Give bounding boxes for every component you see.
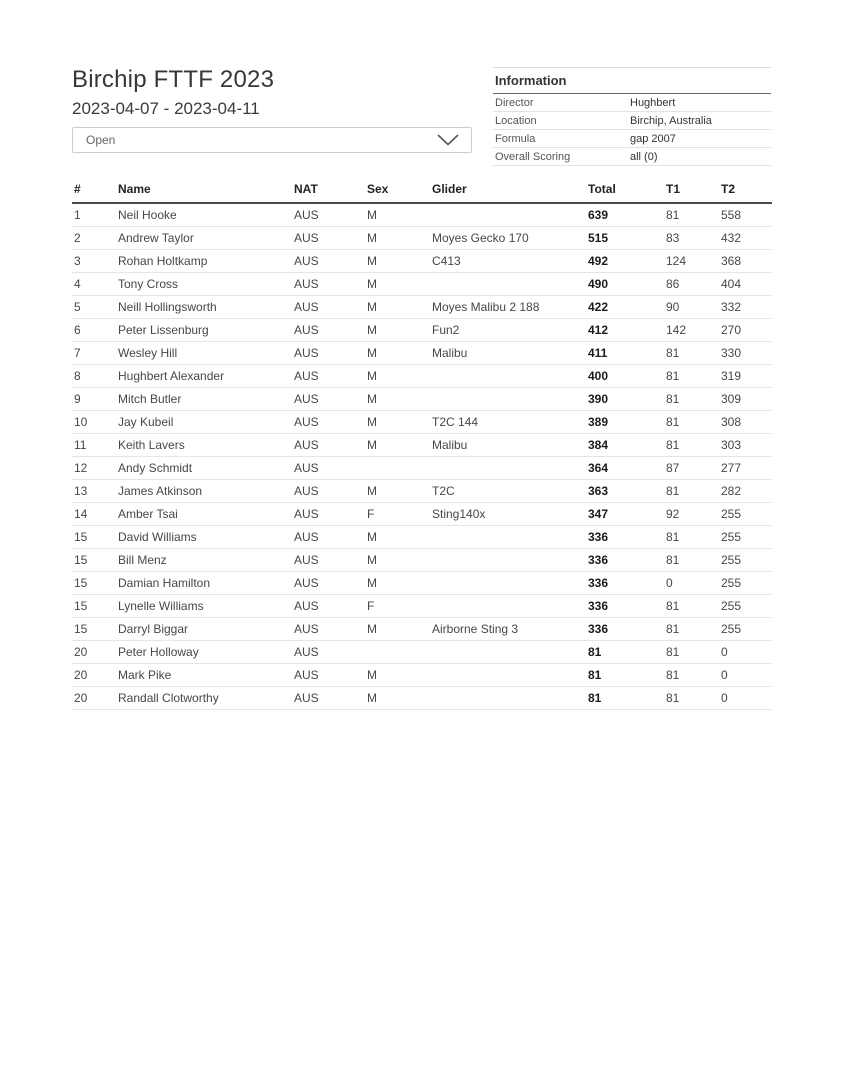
- info-label: Formula: [495, 133, 536, 145]
- cell-rank: 20: [72, 687, 116, 710]
- cell-total: 411: [586, 342, 664, 365]
- cell-sex: M: [365, 319, 430, 342]
- column-header-nat: NAT: [292, 179, 365, 203]
- cell-rank: 7: [72, 342, 116, 365]
- cell-t2: 255: [719, 526, 772, 549]
- info-value: Hughbert: [630, 97, 676, 109]
- table-row: [72, 664, 772, 687]
- cell-name: Neil Hooke: [116, 203, 292, 227]
- info-label: Overall Scoring: [495, 151, 571, 163]
- cell-t1: 86: [664, 273, 719, 296]
- cell-glider: Malibu: [430, 434, 586, 457]
- cell-t2: 255: [719, 549, 772, 572]
- cell-t1: 90: [664, 296, 719, 319]
- cell-nat: AUS: [292, 227, 365, 250]
- table-row: [72, 480, 772, 503]
- cell-rank: 15: [72, 572, 116, 595]
- info-label: Location: [495, 115, 537, 127]
- cell-rank: 13: [72, 480, 116, 503]
- cell-glider: [430, 203, 586, 227]
- cell-rank: 15: [72, 595, 116, 618]
- cell-sex: M: [365, 296, 430, 319]
- cell-sex: M: [365, 203, 430, 227]
- column-header-t2: T2: [719, 179, 772, 203]
- table-row: [72, 203, 772, 227]
- cell-rank: 6: [72, 319, 116, 342]
- cell-rank: 5: [72, 296, 116, 319]
- cell-rank: 2: [72, 227, 116, 250]
- cell-sex: M: [365, 365, 430, 388]
- table-row: [72, 549, 772, 572]
- cell-glider: [430, 526, 586, 549]
- cell-t2: 308: [719, 411, 772, 434]
- cell-sex: M: [365, 618, 430, 641]
- cell-name: David Williams: [116, 526, 292, 549]
- info-row: [493, 148, 771, 166]
- cell-t1: 81: [664, 687, 719, 710]
- table-row: [72, 687, 772, 710]
- cell-nat: AUS: [292, 319, 365, 342]
- cell-t1: 81: [664, 388, 719, 411]
- cell-name: Tony Cross: [116, 273, 292, 296]
- cell-sex: M: [365, 572, 430, 595]
- cell-rank: 10: [72, 411, 116, 434]
- cell-total: 336: [586, 618, 664, 641]
- cell-nat: AUS: [292, 526, 365, 549]
- cell-total: 336: [586, 549, 664, 572]
- cell-rank: 15: [72, 549, 116, 572]
- info-value: Birchip, Australia: [630, 115, 712, 127]
- cell-nat: AUS: [292, 388, 365, 411]
- cell-t2: 255: [719, 503, 772, 526]
- cell-nat: AUS: [292, 618, 365, 641]
- cell-name: Mark Pike: [116, 664, 292, 687]
- cell-name: Keith Lavers: [116, 434, 292, 457]
- results-table: [72, 179, 772, 710]
- cell-sex: M: [365, 342, 430, 365]
- cell-total: 363: [586, 480, 664, 503]
- cell-glider: Malibu: [430, 342, 586, 365]
- cell-total: 389: [586, 411, 664, 434]
- information-title: Information: [493, 68, 771, 94]
- cell-nat: AUS: [292, 411, 365, 434]
- cell-sex: [365, 457, 430, 480]
- information-rows: [493, 94, 771, 166]
- cell-total: 347: [586, 503, 664, 526]
- cell-name: Bill Menz: [116, 549, 292, 572]
- cell-sex: F: [365, 503, 430, 526]
- column-header-t1: T1: [664, 179, 719, 203]
- cell-glider: [430, 273, 586, 296]
- cell-nat: AUS: [292, 203, 365, 227]
- cell-t1: 81: [664, 641, 719, 664]
- cell-t2: 0: [719, 641, 772, 664]
- cell-sex: M: [365, 434, 430, 457]
- cell-rank: 1: [72, 203, 116, 227]
- cell-total: 422: [586, 296, 664, 319]
- cell-t1: 81: [664, 664, 719, 687]
- cell-rank: 15: [72, 526, 116, 549]
- cell-sex: M: [365, 250, 430, 273]
- table-row: [72, 365, 772, 388]
- cell-name: Randall Clotworthy: [116, 687, 292, 710]
- cell-t1: 81: [664, 203, 719, 227]
- cell-name: Rohan Holtkamp: [116, 250, 292, 273]
- cell-t2: 332: [719, 296, 772, 319]
- cell-glider: [430, 664, 586, 687]
- date-range: 2023-04-07 - 2023-04-11: [72, 99, 260, 118]
- cell-name: Darryl Biggar: [116, 618, 292, 641]
- cell-t1: 81: [664, 549, 719, 572]
- cell-rank: 14: [72, 503, 116, 526]
- cell-name: Damian Hamilton: [116, 572, 292, 595]
- cell-total: 490: [586, 273, 664, 296]
- cell-total: 336: [586, 595, 664, 618]
- cell-t2: 404: [719, 273, 772, 296]
- cell-glider: Moyes Gecko 170: [430, 227, 586, 250]
- cell-glider: Moyes Malibu 2 188: [430, 296, 586, 319]
- info-row: [493, 130, 771, 148]
- cell-t1: 142: [664, 319, 719, 342]
- table-row: [72, 273, 772, 296]
- cell-t2: 255: [719, 595, 772, 618]
- table-row: [72, 457, 772, 480]
- cell-glider: T2C: [430, 480, 586, 503]
- cell-glider: Fun2: [430, 319, 586, 342]
- cell-sex: M: [365, 687, 430, 710]
- cell-sex: M: [365, 526, 430, 549]
- cell-t2: 330: [719, 342, 772, 365]
- cell-t1: 81: [664, 526, 719, 549]
- info-value: gap 2007: [630, 133, 676, 145]
- category-select[interactable]: [72, 127, 472, 153]
- information-panel: [493, 67, 771, 166]
- cell-nat: AUS: [292, 296, 365, 319]
- cell-t1: 81: [664, 342, 719, 365]
- cell-rank: 15: [72, 618, 116, 641]
- cell-t1: 0: [664, 572, 719, 595]
- cell-t1: 124: [664, 250, 719, 273]
- cell-rank: 20: [72, 641, 116, 664]
- cell-t1: 81: [664, 480, 719, 503]
- cell-t2: 368: [719, 250, 772, 273]
- cell-name: Andy Schmidt: [116, 457, 292, 480]
- cell-glider: Airborne Sting 3: [430, 618, 586, 641]
- cell-sex: M: [365, 227, 430, 250]
- cell-t1: 81: [664, 618, 719, 641]
- cell-name: Neill Hollingsworth: [116, 296, 292, 319]
- cell-t1: 87: [664, 457, 719, 480]
- cell-total: 336: [586, 526, 664, 549]
- cell-sex: F: [365, 595, 430, 618]
- cell-total: 81: [586, 641, 664, 664]
- cell-nat: AUS: [292, 434, 365, 457]
- cell-glider: [430, 595, 586, 618]
- table-row: [72, 411, 772, 434]
- cell-t1: 81: [664, 434, 719, 457]
- cell-nat: AUS: [292, 457, 365, 480]
- cell-total: 81: [586, 687, 664, 710]
- results-table-body: [72, 203, 772, 710]
- cell-nat: AUS: [292, 365, 365, 388]
- cell-name: Amber Tsai: [116, 503, 292, 526]
- cell-sex: M: [365, 411, 430, 434]
- cell-nat: AUS: [292, 595, 365, 618]
- cell-glider: [430, 365, 586, 388]
- cell-nat: AUS: [292, 687, 365, 710]
- cell-total: 384: [586, 434, 664, 457]
- info-row: [493, 94, 771, 112]
- cell-nat: AUS: [292, 664, 365, 687]
- table-row: [72, 434, 772, 457]
- cell-rank: 4: [72, 273, 116, 296]
- cell-name: Jay Kubeil: [116, 411, 292, 434]
- cell-t2: 255: [719, 572, 772, 595]
- cell-t2: 0: [719, 664, 772, 687]
- cell-t1: 81: [664, 411, 719, 434]
- table-row: [72, 595, 772, 618]
- table-row: [72, 572, 772, 595]
- results-table-header: [72, 179, 772, 203]
- table-row: [72, 227, 772, 250]
- table-row: [72, 319, 772, 342]
- cell-nat: AUS: [292, 250, 365, 273]
- cell-rank: 9: [72, 388, 116, 411]
- page-title: Birchip FTTF 2023: [72, 66, 275, 93]
- cell-sex: M: [365, 480, 430, 503]
- cell-total: 412: [586, 319, 664, 342]
- cell-total: 336: [586, 572, 664, 595]
- cell-rank: 11: [72, 434, 116, 457]
- cell-t2: 319: [719, 365, 772, 388]
- cell-t1: 92: [664, 503, 719, 526]
- cell-glider: [430, 641, 586, 664]
- cell-glider: [430, 388, 586, 411]
- table-row: [72, 618, 772, 641]
- cell-total: 390: [586, 388, 664, 411]
- column-header-sex: Sex: [365, 179, 430, 203]
- cell-glider: [430, 687, 586, 710]
- cell-rank: 20: [72, 664, 116, 687]
- cell-nat: AUS: [292, 549, 365, 572]
- table-row: [72, 641, 772, 664]
- cell-rank: 12: [72, 457, 116, 480]
- cell-nat: AUS: [292, 641, 365, 664]
- cell-name: Hughbert Alexander: [116, 365, 292, 388]
- table-row: [72, 342, 772, 365]
- cell-t2: 255: [719, 618, 772, 641]
- cell-total: 639: [586, 203, 664, 227]
- table-row: [72, 388, 772, 411]
- info-value: all (0): [630, 151, 658, 163]
- cell-name: Peter Lissenburg: [116, 319, 292, 342]
- cell-name: Peter Holloway: [116, 641, 292, 664]
- category-select-value: Open: [86, 133, 116, 147]
- cell-name: Mitch Butler: [116, 388, 292, 411]
- cell-glider: [430, 457, 586, 480]
- table-row: [72, 296, 772, 319]
- cell-t2: 270: [719, 319, 772, 342]
- cell-glider: [430, 572, 586, 595]
- cell-t2: 558: [719, 203, 772, 227]
- column-header-glider: Glider: [430, 179, 586, 203]
- column-header-name: Name: [116, 179, 292, 203]
- cell-nat: AUS: [292, 480, 365, 503]
- cell-t2: 282: [719, 480, 772, 503]
- chevron-down-icon: [437, 134, 459, 146]
- cell-total: 81: [586, 664, 664, 687]
- cell-t1: 83: [664, 227, 719, 250]
- cell-nat: AUS: [292, 273, 365, 296]
- table-row: [72, 526, 772, 549]
- table-row: [72, 503, 772, 526]
- column-header-total: Total: [586, 179, 664, 203]
- cell-total: 400: [586, 365, 664, 388]
- cell-rank: 3: [72, 250, 116, 273]
- cell-nat: AUS: [292, 342, 365, 365]
- cell-name: Wesley Hill: [116, 342, 292, 365]
- cell-name: Andrew Taylor: [116, 227, 292, 250]
- cell-name: Lynelle Williams: [116, 595, 292, 618]
- cell-sex: M: [365, 273, 430, 296]
- info-label: Director: [495, 97, 534, 109]
- cell-t2: 303: [719, 434, 772, 457]
- cell-nat: AUS: [292, 572, 365, 595]
- cell-sex: M: [365, 388, 430, 411]
- cell-t2: 309: [719, 388, 772, 411]
- info-row: [493, 112, 771, 130]
- cell-t2: 432: [719, 227, 772, 250]
- cell-t2: 0: [719, 687, 772, 710]
- cell-sex: [365, 641, 430, 664]
- cell-total: 364: [586, 457, 664, 480]
- cell-sex: M: [365, 664, 430, 687]
- cell-sex: M: [365, 549, 430, 572]
- cell-glider: T2C 144: [430, 411, 586, 434]
- cell-glider: C413: [430, 250, 586, 273]
- cell-t2: 277: [719, 457, 772, 480]
- cell-total: 492: [586, 250, 664, 273]
- cell-glider: [430, 549, 586, 572]
- column-header-rank: #: [72, 179, 116, 203]
- cell-t1: 81: [664, 365, 719, 388]
- cell-glider: Sting140x: [430, 503, 586, 526]
- cell-total: 515: [586, 227, 664, 250]
- cell-rank: 8: [72, 365, 116, 388]
- cell-name: James Atkinson: [116, 480, 292, 503]
- cell-nat: AUS: [292, 503, 365, 526]
- cell-t1: 81: [664, 595, 719, 618]
- table-row: [72, 250, 772, 273]
